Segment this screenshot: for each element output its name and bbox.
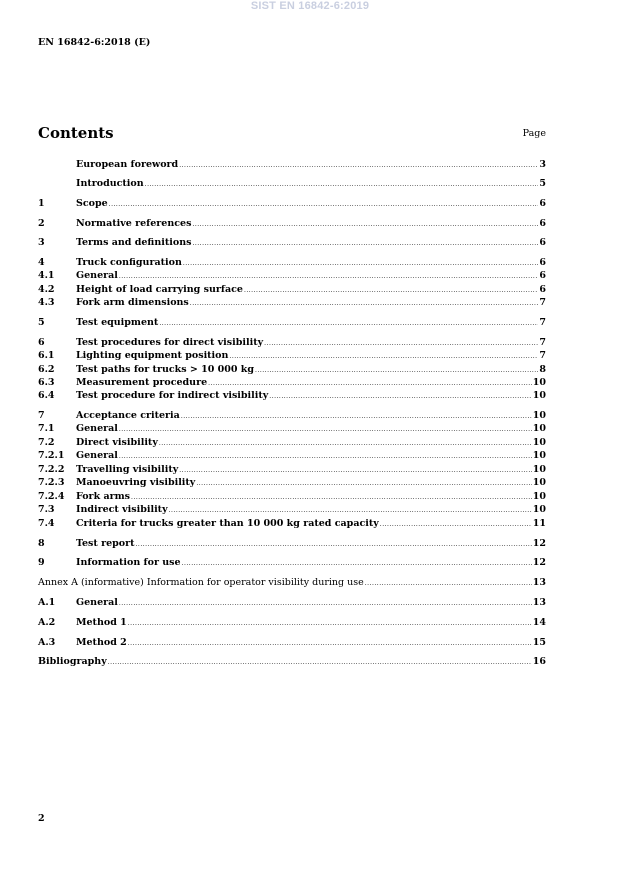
toc-number: 7.3	[38, 504, 55, 515]
toc-leader-dots	[108, 655, 532, 669]
toc-entry[interactable]	[38, 256, 546, 269]
toc-title: Manoeuvring visibility	[76, 477, 196, 488]
toc-leader-dots	[131, 490, 532, 504]
toc-page-number: 10	[532, 423, 546, 434]
toc-title: Annex A (informative) Information for operator visibility during use	[38, 577, 364, 588]
toc-title: General	[76, 597, 118, 608]
toc-page-number: 11	[532, 518, 546, 529]
toc-title: Information for use	[76, 557, 181, 568]
toc-title: Travelling visibility	[76, 464, 179, 475]
toc-number: 3	[38, 237, 45, 248]
toc-number: 7.2.4	[38, 491, 65, 502]
toc-title: Test procedures for direct visibility	[76, 337, 264, 348]
toc-title: General	[76, 423, 118, 434]
contents-title: Contents	[38, 124, 114, 142]
toc-number: 6	[38, 337, 45, 348]
toc-number: 4	[38, 257, 45, 268]
toc-entry[interactable]	[38, 616, 546, 629]
toc-number: 9	[38, 557, 45, 568]
toc-entry[interactable]	[38, 449, 546, 462]
toc-page-number: 8	[539, 364, 546, 375]
toc-entry[interactable]	[38, 596, 546, 609]
toc-page-number: 7	[539, 350, 546, 361]
toc-title: Fork arm dimensions	[76, 297, 189, 308]
toc-title: Method 1	[76, 617, 127, 628]
toc-number: 2	[38, 218, 45, 229]
toc-leader-dots	[109, 197, 539, 211]
toc-page-number: 10	[532, 491, 546, 502]
toc-entry[interactable]	[38, 217, 546, 230]
toc-leader-dots	[169, 503, 532, 517]
toc-title: Direct visibility	[76, 437, 158, 448]
toc-page-number: 12	[532, 538, 546, 549]
toc-leader-dots	[264, 336, 538, 350]
toc-entry[interactable]	[38, 556, 546, 569]
toc-page-number: 10	[532, 437, 546, 448]
toc-leader-dots	[190, 296, 539, 310]
toc-page-number: 10	[532, 390, 546, 401]
toc-number: 4.1	[38, 270, 55, 281]
toc-leader-dots	[145, 177, 539, 191]
toc-entry[interactable]	[38, 363, 546, 376]
toc-leader-dots	[182, 556, 532, 570]
toc-leader-dots	[119, 596, 532, 610]
toc-page-number: 13	[532, 577, 546, 588]
toc-title: European foreword	[76, 159, 179, 170]
toc-number: 4.2	[38, 284, 55, 295]
toc-title: Test procedure for indirect visibility	[76, 390, 269, 401]
toc-title: Method 2	[76, 637, 127, 648]
toc-leader-dots	[119, 449, 532, 463]
footer-page-number: 2	[38, 813, 45, 824]
toc-title: Test equipment	[76, 317, 159, 328]
toc-entry[interactable]	[38, 636, 546, 649]
toc-number: 5	[38, 317, 45, 328]
toc-entry[interactable]	[38, 463, 546, 476]
toc-entry[interactable]	[38, 422, 546, 435]
toc-page-number: 10	[532, 377, 546, 388]
toc-number: 7.2.1	[38, 450, 65, 461]
toc-page-number: 6	[539, 198, 546, 209]
toc-leader-dots	[159, 436, 532, 450]
toc-number: 7.2	[38, 437, 55, 448]
toc-entry[interactable]	[38, 316, 546, 329]
toc-entry[interactable]	[38, 349, 546, 362]
toc-entry[interactable]	[38, 269, 546, 282]
page-column-label: Page	[522, 128, 546, 139]
toc-page-number: 12	[532, 557, 546, 568]
toc-title: Height of load carrying surface	[76, 284, 243, 295]
toc-entry[interactable]	[38, 296, 546, 309]
toc-leader-dots	[183, 256, 539, 270]
toc-number: 7.4	[38, 518, 55, 529]
toc-title: Normative references	[76, 218, 192, 229]
toc-entry[interactable]	[38, 336, 546, 349]
toc-number: 6.4	[38, 390, 55, 401]
toc-entry[interactable]	[38, 490, 546, 503]
toc-page-number: 3	[539, 159, 546, 170]
toc-leader-dots	[128, 616, 532, 630]
toc-page-number: 16	[532, 656, 546, 667]
toc-page-number: 10	[532, 464, 546, 475]
toc-entry[interactable]	[38, 655, 546, 668]
toc-title: Truck configuration	[76, 257, 182, 268]
toc-page-number: 10	[532, 410, 546, 421]
toc-page-number: 15	[532, 637, 546, 648]
toc-title: Fork arms	[76, 491, 131, 502]
toc-number: 6.3	[38, 377, 55, 388]
toc-number: 1	[38, 198, 45, 209]
toc-number: 7.2.3	[38, 477, 65, 488]
toc-title: General	[76, 270, 118, 281]
toc-number: A.2	[38, 617, 56, 628]
toc-number: 4.3	[38, 297, 55, 308]
toc-page-number: 6	[539, 284, 546, 295]
toc-page-number: 10	[532, 477, 546, 488]
toc-entry[interactable]	[38, 576, 546, 589]
toc-page-number: 7	[539, 337, 546, 348]
toc-leader-dots	[119, 422, 532, 436]
toc-page-number: 6	[539, 257, 546, 268]
toc-entry[interactable]	[38, 537, 546, 550]
toc-title: Scope	[76, 198, 108, 209]
toc-entry[interactable]	[38, 236, 546, 249]
toc-title: Test report	[76, 538, 135, 549]
toc-leader-dots	[179, 463, 532, 477]
toc-page-number: 7	[539, 317, 546, 328]
toc-leader-dots	[179, 158, 538, 172]
toc-title: Indirect visibility	[76, 504, 168, 515]
toc-number: A.3	[38, 637, 56, 648]
toc-leader-dots	[244, 283, 538, 297]
toc-leader-dots	[119, 269, 538, 283]
toc-page-number: 13	[532, 597, 546, 608]
toc-page-number: 7	[539, 297, 546, 308]
toc-leader-dots	[128, 636, 532, 650]
toc-leader-dots	[208, 376, 532, 390]
toc-leader-dots	[365, 576, 532, 590]
toc-number: A.1	[38, 597, 56, 608]
toc-title: Lighting equipment position	[76, 350, 229, 361]
toc-page-number: 10	[532, 450, 546, 461]
toc-leader-dots	[229, 349, 538, 363]
toc-entry[interactable]	[38, 436, 546, 449]
toc-leader-dots	[255, 363, 538, 377]
toc-entry[interactable]	[38, 177, 546, 190]
toc-leader-dots	[159, 316, 538, 330]
toc-page-number: 5	[539, 178, 546, 189]
toc-entry[interactable]	[38, 517, 546, 530]
toc-page-number: 6	[539, 218, 546, 229]
toc-leader-dots	[192, 217, 538, 231]
toc-number: 6.1	[38, 350, 55, 361]
document-id: EN 16842-6:2018 (E)	[38, 37, 151, 48]
toc-title: Bibliography	[38, 656, 107, 667]
toc-number: 6.2	[38, 364, 55, 375]
toc-page-number: 14	[532, 617, 546, 628]
toc-title: Introduction	[76, 178, 144, 189]
toc-number: 7.2.2	[38, 464, 65, 475]
toc-title: Criteria for trucks greater than 10 000 kg rated capacity	[76, 518, 379, 529]
toc-title: Test paths for trucks > 10 000 kg	[76, 364, 255, 375]
toc-title: Terms and definitions	[76, 237, 192, 248]
toc-leader-dots	[269, 389, 531, 403]
toc-entry[interactable]	[38, 409, 546, 422]
toc-entry[interactable]	[38, 158, 546, 171]
toc-leader-dots	[136, 537, 532, 551]
toc-page-number: 10	[532, 504, 546, 515]
toc-entry[interactable]	[38, 376, 546, 389]
toc-title: Measurement procedure	[76, 377, 208, 388]
toc-leader-dots	[380, 517, 532, 531]
toc-leader-dots	[192, 236, 538, 250]
toc-entry[interactable]	[38, 283, 546, 296]
toc-entry[interactable]	[38, 503, 546, 516]
toc-title: General	[76, 450, 118, 461]
toc-entry[interactable]	[38, 476, 546, 489]
toc-leader-dots	[181, 409, 532, 423]
toc-entry[interactable]	[38, 197, 546, 210]
toc-entry[interactable]	[38, 389, 546, 402]
toc-number: 7.1	[38, 423, 55, 434]
toc-page-number: 6	[539, 270, 546, 281]
toc-number: 8	[38, 538, 45, 549]
watermark: SIST EN 16842-6:2019	[250, 0, 370, 12]
toc-title: Acceptance criteria	[76, 410, 180, 421]
toc-number: 7	[38, 410, 45, 421]
toc-leader-dots	[196, 476, 531, 490]
toc-page-number: 6	[539, 237, 546, 248]
